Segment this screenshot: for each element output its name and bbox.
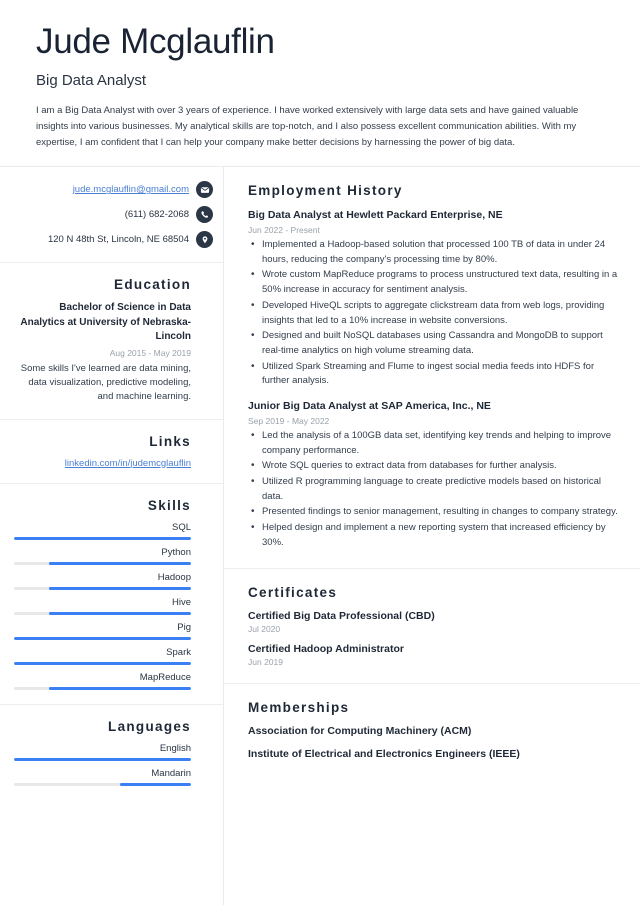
skill-label: SQL xyxy=(171,521,191,533)
education-description: Some skills I've learned are data mining, data visualization, predictive modeling, and machine learning. xyxy=(20,362,191,403)
job-date: Sep 2019 - May 2022 xyxy=(248,415,330,426)
education-date: Aug 2015 - May 2019 xyxy=(109,347,191,358)
list-item xyxy=(14,522,191,540)
language-label: English xyxy=(159,742,191,754)
contact-row-address[interactable] xyxy=(14,231,213,248)
list-item: • Implemented a Hadoop-based solution that processed 100 TB of data in under 24 hours, reducing the company's processing time by 80%. xyxy=(248,238,622,267)
certificate-date: Jul 2020 xyxy=(248,623,281,634)
phone-number: (611) 682-2068 xyxy=(124,209,189,221)
skills-heading: Skills xyxy=(147,497,191,513)
job-bullets xyxy=(248,238,622,389)
education-degree: Bachelor of Science in Data Analytics at University of Nebraska-Lincoln xyxy=(20,302,191,343)
skill-level-fill xyxy=(14,637,191,640)
list-item: • Developed HiveQL scripts to aggregate clickstream data from web logs, providing insights that led to a 10% increase in website conversions. xyxy=(248,299,622,328)
resume-body xyxy=(0,167,640,905)
list-item xyxy=(248,643,622,667)
skill-label: Hive xyxy=(171,596,191,608)
language-level-bar xyxy=(14,758,191,761)
links-heading: Links xyxy=(149,433,191,449)
list-item: • Wrote SQL queries to extract data from databases for further analysis. xyxy=(248,459,622,474)
language-level-fill xyxy=(14,758,191,761)
skill-label: Python xyxy=(161,546,191,558)
list-item: • Presented findings to senior management, resulting in changes to company strategy. xyxy=(248,505,622,520)
skill-level-fill xyxy=(49,587,191,590)
list-item xyxy=(14,672,191,690)
list-item xyxy=(14,768,191,786)
list-item[interactable]: linkedin.com/in/judemcglauflin xyxy=(64,457,191,469)
sidebar xyxy=(0,167,224,905)
education-block xyxy=(0,263,223,419)
location-pin-icon xyxy=(196,231,213,248)
certificates-heading: Certificates xyxy=(248,584,338,600)
skill-level-bar xyxy=(14,637,191,640)
street-address: 120 N 48th St, Lincoln, NE 68504 xyxy=(47,234,189,246)
skill-label: Pig xyxy=(177,621,191,633)
candidate-job-title: Big Data Analyst xyxy=(36,72,147,90)
candidate-name: Jude Mcglauflin xyxy=(36,22,275,61)
certificates-block xyxy=(224,569,640,684)
job-entry xyxy=(248,208,622,389)
language-level-bar xyxy=(14,783,191,786)
list-item xyxy=(14,547,191,565)
list-item xyxy=(14,647,191,665)
skill-label: MapReduce xyxy=(139,671,191,683)
employment-history-heading: Employment History xyxy=(248,183,403,199)
professional-summary: I am a Big Data Analyst with over 3 years of experience. I have worked extensively with large data sets and have gained valuable insights into various businesses. My analytical skills are top-notch, and I also possess excellent communication abilities. With my expertise, I am confident that I can help your company make better decisions by harnessing the power of big data. xyxy=(36,105,579,148)
skill-label: Spark xyxy=(166,646,191,658)
job-role: Big Data Analyst at Hewlett Packard Enterprise, NE xyxy=(248,209,503,222)
skill-level-bar xyxy=(14,612,191,615)
resume-header xyxy=(0,0,640,166)
list-item xyxy=(14,743,191,761)
languages-heading: Languages xyxy=(108,718,191,734)
contact-row-phone[interactable] xyxy=(14,206,213,223)
links-block xyxy=(0,420,223,484)
job-bullets xyxy=(248,429,622,551)
employment-history-block xyxy=(224,167,640,568)
skills-list xyxy=(14,522,191,690)
list-item: • Utilized Spark Streaming and Flume to ingest social media feeds into HDFS for further analysis. xyxy=(248,360,622,389)
contact-block xyxy=(0,167,223,263)
skill-level-fill xyxy=(49,562,191,565)
language-label: Mandarin xyxy=(151,767,191,779)
list-item: • Designed and built NoSQL databases using Cassandra and MongoDB to support real-time analytics on high volume streaming data. xyxy=(248,329,622,358)
links-list xyxy=(14,458,191,469)
list-item: • Led the analysis of a 100GB data set, identifying key trends and helping to improve company performance. xyxy=(248,429,622,458)
list-item: • Utilized R programming language to create predictive models based on historical data. xyxy=(248,475,622,504)
skill-level-fill xyxy=(14,537,191,540)
skills-block xyxy=(0,484,223,705)
list-item: Association for Computing Machinery (ACM) xyxy=(248,724,472,737)
list-item xyxy=(14,597,191,615)
list-item xyxy=(248,610,622,634)
skill-label: Hadoop xyxy=(157,571,191,583)
certificate-name: Certified Big Data Professional (CBD) xyxy=(248,609,435,622)
skill-level-bar xyxy=(14,687,191,690)
job-role: Junior Big Data Analyst at SAP America, Inc., NE xyxy=(248,400,491,413)
job-date: Jun 2022 - Present xyxy=(248,224,320,235)
envelope-icon xyxy=(196,181,213,198)
main-column xyxy=(224,167,640,905)
skill-level-bar xyxy=(14,587,191,590)
languages-block xyxy=(0,705,223,800)
job-entry xyxy=(248,399,622,550)
list-item: Institute of Electrical and Electronics Engineers (IEEE) xyxy=(248,747,520,760)
list-item: • Wrote custom MapReduce programs to process unstructured text data, resulting in a 50% increase in accuracy for sentiment analysis. xyxy=(248,268,622,297)
skill-level-fill xyxy=(49,687,191,690)
skill-level-bar xyxy=(14,537,191,540)
memberships-block xyxy=(224,684,640,905)
contact-row-email[interactable] xyxy=(14,181,213,198)
language-level-fill xyxy=(120,783,191,786)
email-link[interactable]: jude.mcglauflin@gmail.com xyxy=(72,184,189,196)
skill-level-fill xyxy=(49,612,191,615)
list-item xyxy=(14,622,191,640)
education-heading: Education xyxy=(114,277,191,293)
list-item xyxy=(14,572,191,590)
languages-list xyxy=(14,743,191,786)
phone-icon xyxy=(196,206,213,223)
certificate-date: Jun 2019 xyxy=(248,656,283,667)
skill-level-bar xyxy=(14,562,191,565)
skill-level-bar xyxy=(14,662,191,665)
memberships-heading: Memberships xyxy=(248,699,350,715)
list-item: • Helped design and implement a new reporting system that increased efficiency by 30%. xyxy=(248,521,622,550)
certificate-name: Certified Hadoop Administrator xyxy=(248,642,404,655)
skill-level-fill xyxy=(14,662,191,665)
